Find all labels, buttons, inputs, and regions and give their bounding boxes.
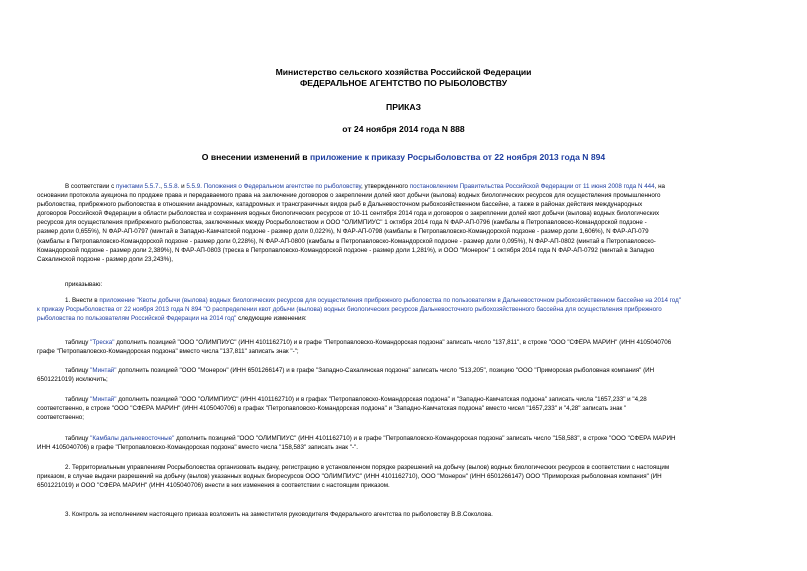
item-1-line bbox=[37, 314, 807, 323]
link-item-558[interactable]: 5.5.8. bbox=[163, 183, 180, 190]
preamble-line: договоров Российской Федерации в области рыболовства и сохранения водных биологических ресурсов от 10-11 сентября 2014 года и договоров о закреплении долей квот добычи (вылова) водных биологических bbox=[37, 210, 660, 218]
agency-name: ФЕДЕРАЛЬНОЕ АГЕНТСТВО ПО РЫБОЛОВСТВУ bbox=[299, 78, 508, 88]
order-word: приказываю: bbox=[65, 281, 103, 288]
treska-line bbox=[37, 338, 807, 347]
item-2-line: 2. Территориальным управлениям Росрыболовства организовать выдачу, регистрацию в установленном порядке разрешений на добычу (вылов) водных биологических ресурсов в соответствии с настоящим bbox=[65, 464, 670, 471]
mintai-2-line: соответственно, в строке "ООО "СФЕРА МАРИН" (ИНН 4105040706) в графах "Петропавловско-Командорская подзона" и "Западно-Камчатская подзона" вместо чисел "1657,233" и "4,28" записать знак " bbox=[37, 405, 627, 413]
treska-paragraph bbox=[37, 338, 807, 356]
preamble-line: Сахалинской подзоне - размер доли 23,243%), bbox=[37, 255, 174, 263]
link-item-557[interactable]: пунктами 5.5.7. bbox=[116, 183, 161, 190]
mintai-1-text: дополнить позицией "ООО "Монерон" (ИНН 6501266147) и в графе "Западно-Сахалинская подзона" записать число "513,205", позицию "ООО "Приморская рыболовная компания" (ИН bbox=[118, 367, 655, 374]
preamble-line: (камбалы в Петропавловско-Командорской подзоне - размер доли 0,228%), N ФАР-АП-0800 (камбалы в Петропавловско-Командорской подзоне - размер доли 0,095%), N ФАР-АП-0802 (минтай в Петропавловско- bbox=[37, 237, 656, 245]
preamble-line: ресурсов для осуществления прибрежного рыболовства, заключенных между Росрыболовством и ООО "ОЛИМПИУС" 1 октября 2014 года N ФАР-АП-0796 (камбалы в Петропавловско-Командорской подзоне - bbox=[37, 219, 647, 227]
preamble-line: размер доли 0,655%), N ФАР-АП-0797 (минтай в Западно-Камчатской подзоне - размер доли 0,022%), N ФАР-АП-0798 (камбалы в Петропавловско-Командорской подзоне - размер доли 1,606%), N ФАР-АП-079 bbox=[37, 228, 649, 236]
kambala-text: таблицу bbox=[65, 435, 89, 442]
preamble-line: рыболовства, прибрежного рыболовства в отношении анадромных, катадромных и трансграничных видов рыб в Дальневосточном рыбохозяйственном бассейне, а также в районах действия международных bbox=[37, 201, 643, 209]
mintai-1-text: таблицу bbox=[65, 367, 89, 374]
link-table-kambala[interactable]: "Камбалы дальневосточные" bbox=[90, 435, 175, 442]
doc-type: ПРИКАЗ bbox=[386, 102, 421, 112]
mintai-1-line bbox=[37, 366, 807, 375]
link-appendix-quotas[interactable]: приложение "Квоты добычи (вылова) водных биологических ресурсов для осуществления прибрежного рыболовства по пользователям в Дальневосточном рыбохозяйственном бассейне на 2014 год" bbox=[99, 297, 681, 304]
mintai-2-line: соответственно; bbox=[37, 414, 85, 422]
link-order-894[interactable]: к приказу Росрыболовства от 22 ноября 2013 года N 894 "О распределении квот добычи (вылова) водных биологических ресурсов Дальневосточного рыбохозяйственного бассейна для осуществления прибрежного bbox=[37, 306, 662, 314]
item-2-paragraph bbox=[37, 463, 807, 490]
item-2-line: 6501221019) и ООО "СФЕРА МАРИН" (ИНН 4105040706) внести в них изменения в соответствии с настоящим приказом. bbox=[37, 482, 390, 490]
mintai-2-text: таблицу bbox=[65, 396, 89, 403]
treska-line: графе "Петропавловско-Командорская подзона" вместо числа "137,811" записать знак "-"; bbox=[37, 348, 299, 356]
doc-title-prefix: О внесении изменений в bbox=[201, 152, 308, 162]
item-1-text: 1. Внести в bbox=[65, 297, 98, 304]
treska-text: таблицу bbox=[65, 339, 89, 346]
item-2-line: приказом, в случае выдачи разрешений на добычу (вылов) указанных водных биоресурсов ООО "ОЛИМПИУС" (ИНН 4101162710), ООО "Монерон" (ИНН 6501266147) ООО "Приморская рыболовная компания" (ИН bbox=[37, 473, 662, 481]
kambala-paragraph bbox=[37, 434, 807, 452]
preamble-text: , на bbox=[654, 183, 666, 190]
mintai-2-line bbox=[37, 395, 807, 404]
preamble-line: Командорской подзоне - размер доли 2,389%), N ФАР-АП-0803 (треска в Петропавловско-Командорской подзоне - размер доли 1,281%), и ООО "Монерон" 1 октября 2014 года N ФАР-АП-0792 (минтай в Западно bbox=[37, 246, 655, 254]
item-1-line bbox=[37, 296, 807, 305]
mintai-2-text: дополнить позицией "ООО "ОЛИМПИУС" (ИНН 4101162710) и в графах "Петропавловско-Командорская подзона" и "Западно-Камчатская подзона" записать числа "1657,233" и "4,28 bbox=[118, 396, 647, 403]
mintai-2-paragraph bbox=[37, 395, 807, 422]
ministry-name: Министерство сельского хозяйства Российской Федерации bbox=[275, 67, 532, 77]
doc-title-link[interactable]: приложение к приказу Росрыболовства от 22 ноября 2013 года N 894 bbox=[309, 152, 606, 162]
preamble-text: , утвержденного bbox=[361, 183, 408, 190]
mintai-1-paragraph bbox=[37, 366, 807, 384]
preamble-text: , bbox=[160, 183, 162, 190]
kambala-line: ИНН 4105040706) в графе "Петропавловско-Командорская подзона" вместо числа "158,583" записать знак "-". bbox=[37, 444, 358, 452]
preamble-line bbox=[37, 182, 807, 191]
link-table-mintai[interactable]: "Минтай" bbox=[90, 367, 117, 374]
preamble-text: В соответствии с bbox=[65, 183, 115, 190]
mintai-1-line: 6501221019) исключить; bbox=[37, 376, 108, 384]
preamble-line: основании протокола аукциона по продаже права и передаваемого права на заключение договоров о закреплении долей квот добычи (вылова) водных биологических ресурсов для осуществления промышленного bbox=[37, 192, 661, 200]
item-1-text: следующие изменения: bbox=[236, 315, 307, 323]
item-1-paragraph bbox=[37, 296, 807, 323]
kambala-text: дополнить позицией "ООО "ОЛИМПИУС" (ИНН 4101162710) и в графе "Петропавловско-Командорская подзона" записать число "158,583", в строке "ООО "СФЕРА МАРИН bbox=[176, 435, 676, 442]
preamble-text: и bbox=[181, 183, 185, 190]
link-table-treska[interactable]: "Треска" bbox=[90, 339, 115, 346]
link-table-mintai[interactable]: "Минтай" bbox=[90, 396, 117, 403]
item-3-line: 3. Контроль за исполнением настоящего приказа возложить на заместителя руководителя Федерального агентства по рыболовству В.В.Соколова. bbox=[65, 511, 493, 518]
link-order-894-cont[interactable]: рыболовства по пользователям Российской Федерации на 2014 год" bbox=[37, 315, 237, 323]
kambala-line bbox=[37, 434, 807, 443]
link-item-559[interactable]: 5.5.9. Положения о Федеральном агентстве по рыболовству bbox=[186, 183, 362, 190]
order-word-paragraph bbox=[37, 280, 807, 289]
preamble-paragraph bbox=[37, 182, 807, 264]
doc-title bbox=[0, 152, 807, 163]
doc-date-number: от 24 ноября 2014 года N 888 bbox=[342, 124, 465, 134]
link-government-decree[interactable]: постановлением Правительства Российской Федерации от 11 июня 2008 года N 444 bbox=[409, 183, 655, 190]
treska-text: дополнить позицией "ООО "ОЛИМПИУС" (ИНН 4101162710) и в графе "Петропавловско-Командорская подзона" записать число "137,811", в строке "ООО "СФЕРА МАРИН" (ИНН 4105040706 bbox=[116, 339, 672, 346]
item-3-paragraph bbox=[37, 510, 807, 519]
